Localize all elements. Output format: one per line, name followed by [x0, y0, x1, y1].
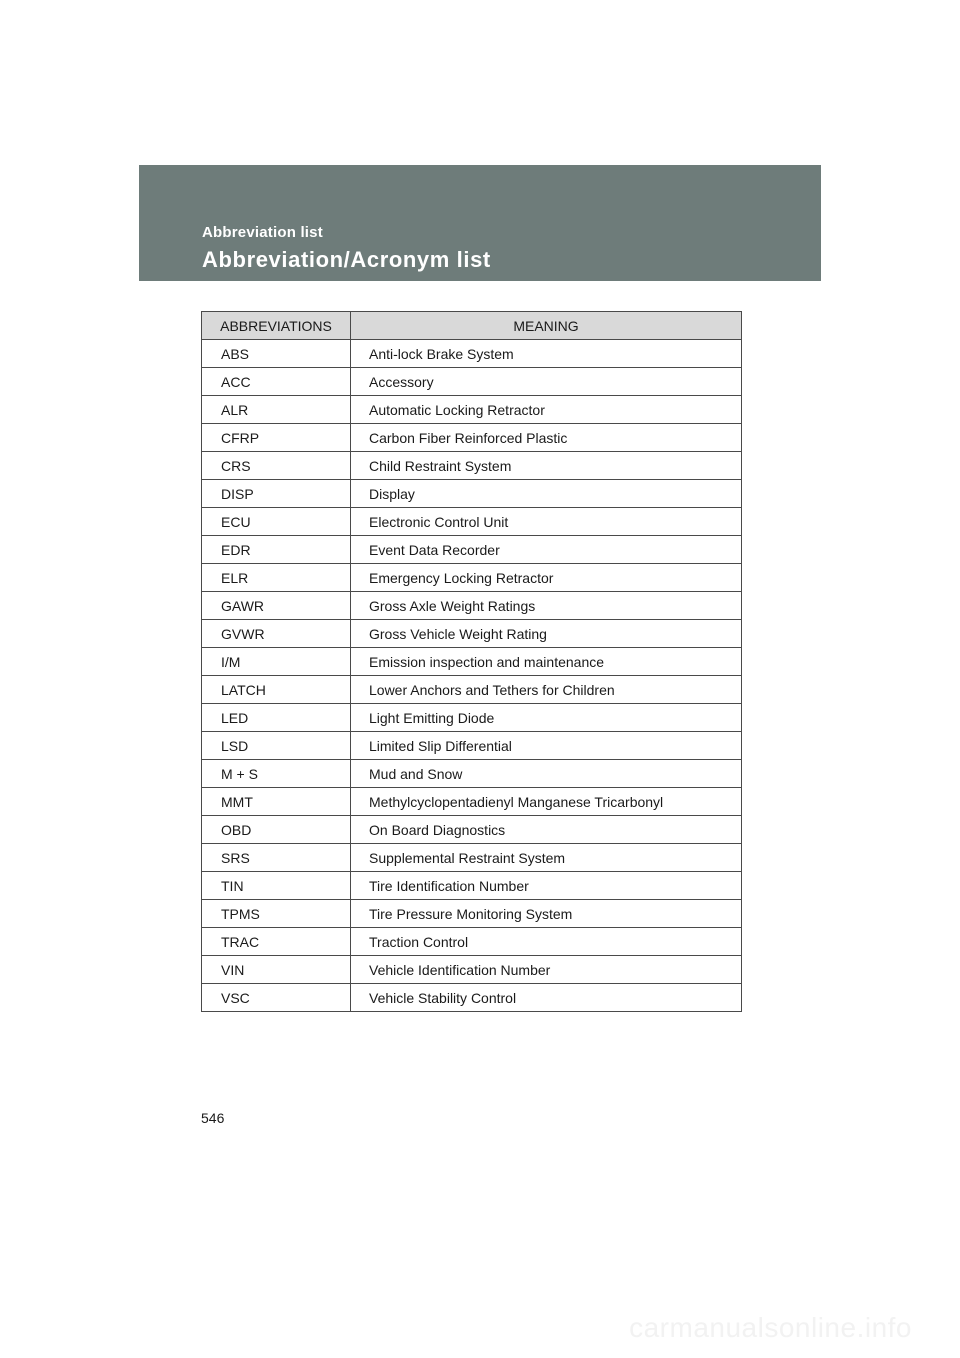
section-label: Abbreviation list: [202, 224, 323, 241]
meaning-cell: Event Data Recorder: [351, 536, 742, 564]
table-row: [202, 984, 742, 1012]
abbreviation-cell: ECU: [202, 508, 351, 536]
abbreviation-cell: OBD: [202, 816, 351, 844]
abbreviation-cell: CRS: [202, 452, 351, 480]
table-row: [202, 340, 742, 368]
table-row: [202, 872, 742, 900]
column-header-meaning: MEANING: [351, 312, 742, 340]
meaning-cell: Methylcyclopentadienyl Manganese Tricarbonyl: [351, 788, 742, 816]
abbreviation-cell: SRS: [202, 844, 351, 872]
meaning-cell: Supplemental Restraint System: [351, 844, 742, 872]
table-row: [202, 648, 742, 676]
meaning-cell: Mud and Snow: [351, 760, 742, 788]
abbreviation-cell: LED: [202, 704, 351, 732]
meaning-cell: Limited Slip Differential: [351, 732, 742, 760]
table-row: [202, 452, 742, 480]
meaning-cell: Display: [351, 480, 742, 508]
table-row: [202, 760, 742, 788]
table-row: [202, 424, 742, 452]
abbreviation-cell: ALR: [202, 396, 351, 424]
column-header-abbreviations: ABBREVIATIONS: [202, 312, 351, 340]
table-row: [202, 480, 742, 508]
table-row: [202, 900, 742, 928]
table-row: [202, 676, 742, 704]
meaning-cell: Automatic Locking Retractor: [351, 396, 742, 424]
abbreviation-cell: ABS: [202, 340, 351, 368]
abbreviation-cell: LSD: [202, 732, 351, 760]
abbreviation-cell: ELR: [202, 564, 351, 592]
page-title: Abbreviation/Acronym list: [202, 247, 491, 272]
section-header-band: [139, 165, 821, 281]
meaning-cell: On Board Diagnostics: [351, 816, 742, 844]
meaning-cell: Vehicle Stability Control: [351, 984, 742, 1012]
meaning-cell: Carbon Fiber Reinforced Plastic: [351, 424, 742, 452]
table-row: [202, 816, 742, 844]
abbreviation-cell: I/M: [202, 648, 351, 676]
table-row: [202, 564, 742, 592]
table-row: [202, 928, 742, 956]
table-header-row: [202, 312, 742, 340]
meaning-cell: Emission inspection and maintenance: [351, 648, 742, 676]
abbreviation-cell: M + S: [202, 760, 351, 788]
meaning-cell: Tire Pressure Monitoring System: [351, 900, 742, 928]
meaning-cell: Traction Control: [351, 928, 742, 956]
abbreviation-cell: TRAC: [202, 928, 351, 956]
meaning-cell: Vehicle Identification Number: [351, 956, 742, 984]
abbreviation-table: [201, 311, 742, 1012]
table-row: [202, 788, 742, 816]
abbreviation-cell: VIN: [202, 956, 351, 984]
table-row: [202, 368, 742, 396]
meaning-cell: Tire Identification Number: [351, 872, 742, 900]
meaning-cell: Lower Anchors and Tethers for Children: [351, 676, 742, 704]
abbreviation-cell: GAWR: [202, 592, 351, 620]
page-number: 546: [201, 1110, 225, 1126]
abbreviation-cell: TPMS: [202, 900, 351, 928]
meaning-cell: Accessory: [351, 368, 742, 396]
meaning-cell: Child Restraint System: [351, 452, 742, 480]
abbreviation-cell: LATCH: [202, 676, 351, 704]
abbreviation-cell: VSC: [202, 984, 351, 1012]
table-body: [202, 340, 742, 1012]
abbreviation-cell: MMT: [202, 788, 351, 816]
abbreviation-cell: CFRP: [202, 424, 351, 452]
table-row: [202, 536, 742, 564]
meaning-cell: Electronic Control Unit: [351, 508, 742, 536]
table-row: [202, 732, 742, 760]
meaning-cell: Gross Vehicle Weight Rating: [351, 620, 742, 648]
table-row: [202, 620, 742, 648]
meaning-cell: Gross Axle Weight Ratings: [351, 592, 742, 620]
abbreviation-cell: EDR: [202, 536, 351, 564]
abbreviation-cell: GVWR: [202, 620, 351, 648]
meaning-cell: Anti-lock Brake System: [351, 340, 742, 368]
abbreviation-cell: TIN: [202, 872, 351, 900]
table-row: [202, 704, 742, 732]
table-row: [202, 508, 742, 536]
table-row: [202, 844, 742, 872]
watermark: carmanualsonline.info: [629, 1312, 912, 1343]
table-row: [202, 396, 742, 424]
table-row: [202, 592, 742, 620]
meaning-cell: Emergency Locking Retractor: [351, 564, 742, 592]
meaning-cell: Light Emitting Diode: [351, 704, 742, 732]
table-row: [202, 956, 742, 984]
abbreviation-cell: DISP: [202, 480, 351, 508]
abbreviation-cell: ACC: [202, 368, 351, 396]
